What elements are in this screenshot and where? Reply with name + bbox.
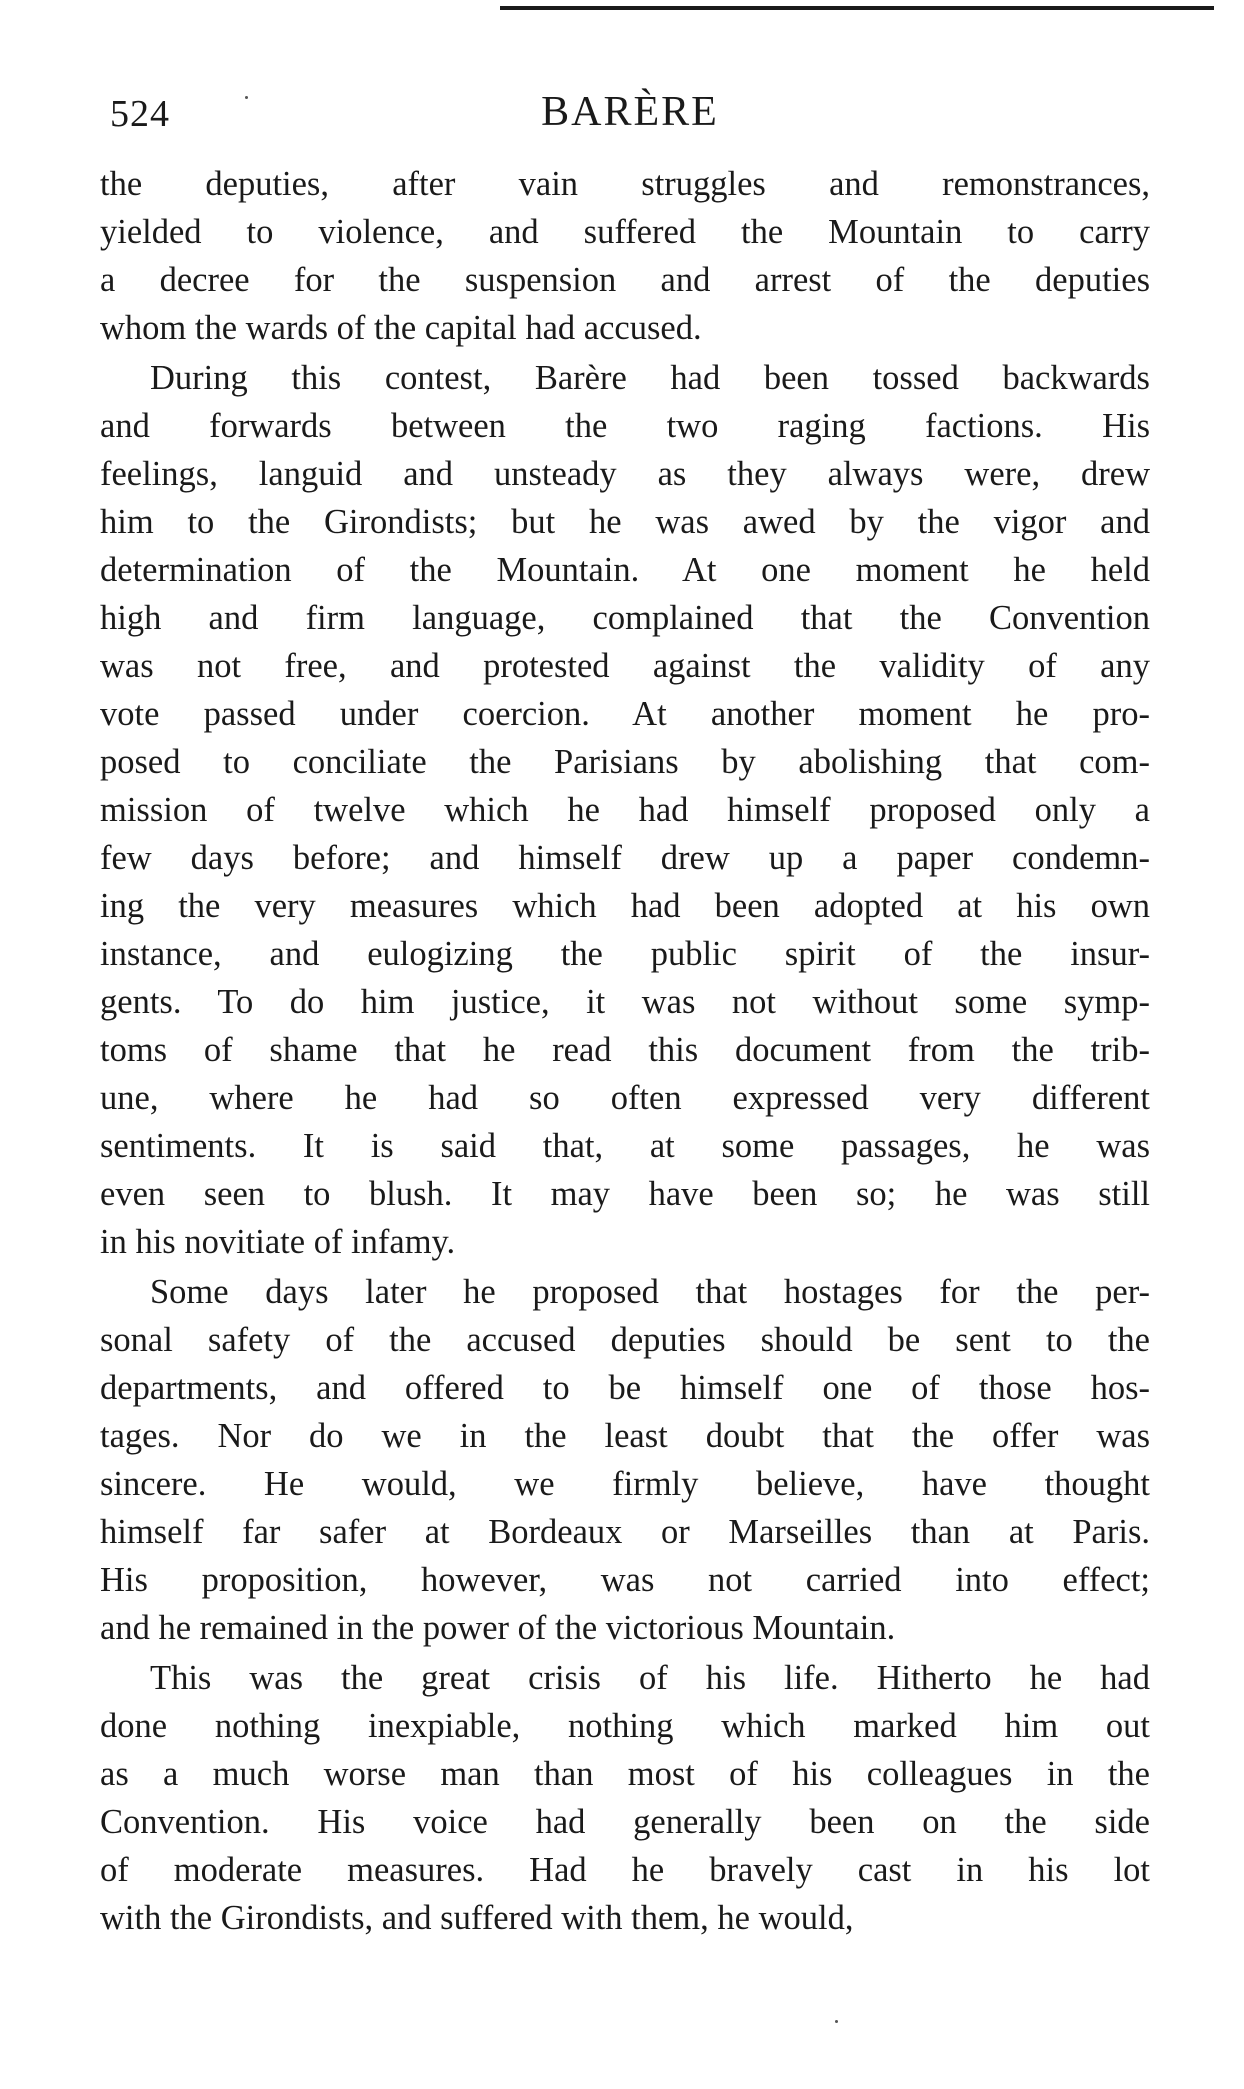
text-line: in his novitiate of infamy. — [100, 1223, 456, 1261]
text-line: done nothing inexpiable, nothing which marked him out — [100, 1707, 1150, 1745]
text-line: of moderate measures. Had he bravely cast in his lot — [100, 1851, 1150, 1889]
page-number: 524 — [110, 93, 170, 135]
text-line: a decree for the suspension and arrest of the deputies — [100, 261, 1150, 299]
text-line: with the Girondists, and suffered with them, he would, — [100, 1899, 854, 1937]
text-line: Convention. His voice had generally been on the side — [100, 1803, 1150, 1841]
text-line: departments, and offered to be himself one of those hos- — [100, 1369, 1150, 1407]
text-line: whom the wards of the capital had accused. — [100, 309, 702, 347]
text-line: few days before; and himself drew up a paper condemn- — [100, 839, 1150, 877]
text-line: Some days later he proposed that hostages for the per- — [150, 1273, 1150, 1311]
text-line: as a much worse man than most of his colleagues in the — [100, 1755, 1150, 1793]
text-line: him to the Girondists; but he was awed by the vigor and — [100, 503, 1150, 541]
text-line: une, where he had so often expressed very different — [100, 1079, 1150, 1117]
paragraph — [100, 354, 1150, 1266]
text-line: sincere. He would, we firmly believe, have thought — [100, 1465, 1150, 1503]
text-line: instance, and eulogizing the public spirit of the insur- — [100, 935, 1150, 973]
top-rule — [500, 6, 1214, 10]
text-line: even seen to blush. It may have been so; he was still — [100, 1175, 1150, 1213]
text-line: During this contest, Barère had been tossed backwards — [150, 359, 1150, 397]
text-line: tages. Nor do we in the least doubt that the offer was — [100, 1417, 1150, 1455]
text-line: the deputies, after vain struggles and remonstrances, — [100, 165, 1150, 203]
text-line: posed to conciliate the Parisians by abolishing that com- — [100, 743, 1150, 781]
print-speck — [245, 96, 248, 99]
running-title: BARÈRE — [541, 89, 719, 135]
body-text — [100, 160, 1150, 1942]
paragraph — [100, 160, 1150, 352]
text-line: high and firm language, complained that the Convention — [100, 599, 1150, 637]
text-line: and he remained in the power of the victorious Mountain. — [100, 1609, 896, 1647]
page-header — [100, 88, 1150, 148]
text-line: yielded to violence, and suffered the Mountain to carry — [100, 213, 1150, 251]
paragraph — [100, 1654, 1150, 1942]
text-line: This was the great crisis of his life. Hitherto he had — [150, 1659, 1150, 1697]
text-line: sentiments. It is said that, at some passages, he was — [100, 1127, 1150, 1165]
text-line: feelings, languid and unsteady as they always were, drew — [100, 455, 1150, 493]
text-line: gents. To do him justice, it was not without some symp- — [100, 983, 1150, 1021]
text-line: ing the very measures which had been adopted at his own — [100, 887, 1150, 925]
text-line: His proposition, however, was not carried into effect; — [100, 1561, 1150, 1599]
text-line: toms of shame that he read this document from the trib- — [100, 1031, 1150, 1069]
print-speck — [835, 2020, 838, 2023]
text-line: himself far safer at Bordeaux or Marseilles than at Paris. — [100, 1513, 1150, 1551]
text-line: vote passed under coercion. At another moment he pro- — [100, 695, 1150, 733]
text-line: mission of twelve which he had himself proposed only a — [100, 791, 1150, 829]
text-line: and forwards between the two raging factions. His — [100, 407, 1150, 445]
text-line: determination of the Mountain. At one moment he held — [100, 551, 1150, 589]
text-line: sonal safety of the accused deputies should be sent to the — [100, 1321, 1150, 1359]
paragraph — [100, 1268, 1150, 1652]
text-line: was not free, and protested against the validity of any — [100, 647, 1150, 685]
